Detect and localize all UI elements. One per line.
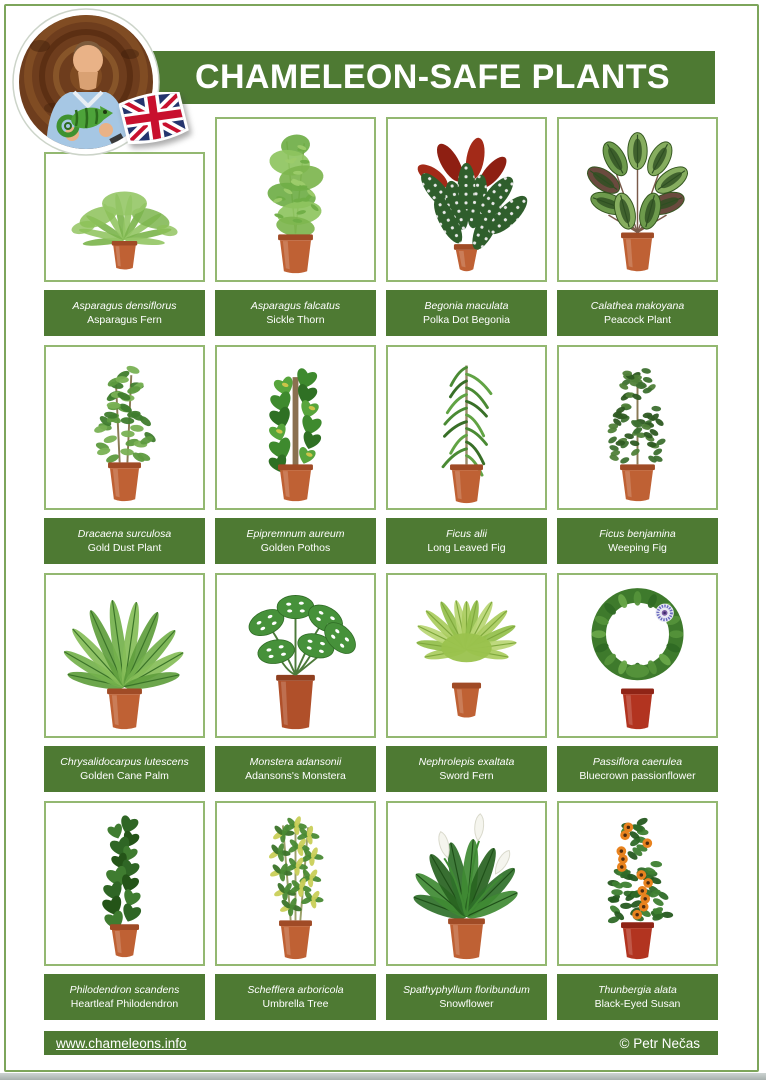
plant-photo-frame (557, 801, 718, 966)
plant-common-name: Peacock Plant (603, 313, 672, 326)
plant-image-areca-palm (49, 578, 200, 733)
plant-label (386, 518, 547, 564)
plant-card-sword-fern (386, 573, 547, 792)
plant-photo-frame (557, 117, 718, 282)
plant-latin-name: Begonia maculata (424, 299, 509, 312)
plant-latin-name: Dracaena surculosa (77, 527, 172, 540)
plant-card-ficus-alii (386, 345, 547, 564)
plant-latin-name: Philodendron scandens (69, 983, 180, 996)
plant-common-name: Sword Fern (439, 769, 494, 782)
plant-latin-name: Ficus alii (446, 527, 487, 540)
plant-card-begonia (386, 117, 547, 336)
plant-common-name: Black-Eyed Susan (594, 997, 681, 1010)
plant-latin-name: Epipremnum aureum (246, 527, 345, 540)
plant-card-thunbergia (557, 801, 718, 1020)
plant-common-name: Umbrella Tree (262, 997, 329, 1010)
plant-common-name: Sickle Thorn (266, 313, 325, 326)
page-bottom-edge (0, 1073, 766, 1080)
website-link[interactable]: www.chameleons.info (56, 1035, 187, 1051)
plant-common-name: Heartleaf Philodendron (70, 997, 179, 1010)
plant-photo-frame (386, 573, 547, 738)
plant-photo-frame (215, 801, 376, 966)
plant-latin-name: Schefflera arboricola (247, 983, 344, 996)
plant-latin-name: Passiflora caerulea (592, 755, 683, 768)
plant-photo-frame (44, 573, 205, 738)
plant-label (386, 290, 547, 336)
plant-card-passiflora (557, 573, 718, 792)
plant-latin-name: Asparagus densiflorus (72, 299, 177, 312)
plant-label (557, 974, 718, 1020)
plant-grid (44, 117, 718, 1020)
plant-image-passiflora (562, 578, 713, 733)
plant-card-dracaena (44, 345, 205, 564)
plant-label (215, 518, 376, 564)
plant-photo-frame (215, 345, 376, 510)
plant-image-calathea (562, 122, 713, 277)
plant-photo-frame (557, 345, 718, 510)
plant-card-schefflera (215, 801, 376, 1020)
plant-card-asparagus-falcatus (215, 117, 376, 336)
plant-card-ficus-benjamina (557, 345, 718, 564)
plant-label (44, 746, 205, 792)
plant-image-pothos (220, 350, 371, 505)
plant-latin-name: Spathyphyllum floribundum (403, 983, 530, 996)
plant-image-dracaena (49, 350, 200, 505)
page-title: CHAMELEON-SAFE PLANTS (195, 58, 670, 96)
plant-label (557, 290, 718, 336)
plant-image-asparagus-densiflorus (49, 157, 200, 277)
plant-photo-frame (386, 117, 547, 282)
plant-common-name: Gold Dust Plant (87, 541, 162, 554)
plant-image-schefflera (220, 806, 371, 961)
plant-common-name: Weeping Fig (608, 541, 667, 554)
plant-photo-frame (215, 117, 376, 282)
plant-card-spathiphyllum (386, 801, 547, 1020)
plant-label (215, 974, 376, 1020)
uk-flag-icon (119, 92, 189, 154)
plant-latin-name: Calathea makoyana (590, 299, 685, 312)
plant-card-philodendron (44, 801, 205, 1020)
plant-latin-name: Ficus benjamina (599, 527, 676, 540)
plant-image-spathiphyllum (391, 806, 542, 961)
plant-image-philodendron (49, 806, 200, 961)
plant-latin-name: Thunbergia alata (598, 983, 677, 996)
plant-image-asparagus-falcatus (220, 122, 371, 277)
plant-photo-frame (386, 345, 547, 510)
plant-image-ficus-alii (391, 350, 542, 505)
plant-common-name: Snowflower (439, 997, 494, 1010)
plant-image-sword-fern (391, 578, 542, 733)
plant-image-begonia (391, 122, 542, 277)
plant-latin-name: Nephrolepis exaltata (418, 755, 515, 768)
plant-label (215, 746, 376, 792)
plant-label (386, 974, 547, 1020)
plant-image-ficus-benjamina (562, 350, 713, 505)
plant-label (386, 746, 547, 792)
plant-image-monstera (220, 578, 371, 733)
plant-label (44, 974, 205, 1020)
plant-common-name: Adansons's Monstera (245, 769, 346, 782)
plant-image-thunbergia (562, 806, 713, 961)
plant-photo-frame (215, 573, 376, 738)
plant-label (557, 746, 718, 792)
plant-latin-name: Monstera adansonii (249, 755, 342, 768)
plant-photo-frame (44, 345, 205, 510)
plant-common-name: Asparagus Fern (87, 313, 162, 326)
plant-card-areca-palm (44, 573, 205, 792)
plant-common-name: Long Leaved Fig (427, 541, 506, 554)
plant-label (44, 290, 205, 336)
plant-photo-frame (386, 801, 547, 966)
plant-photo-frame (44, 152, 205, 282)
plant-card-pothos (215, 345, 376, 564)
plant-photo-frame (44, 801, 205, 966)
plant-common-name: Golden Cane Palm (80, 769, 169, 782)
footer-bar (44, 1031, 718, 1055)
plant-label (557, 518, 718, 564)
plant-label (215, 290, 376, 336)
plant-card-monstera (215, 573, 376, 792)
plant-photo-frame (557, 573, 718, 738)
plant-latin-name: Asparagus falcatus (250, 299, 341, 312)
title-banner (150, 51, 715, 104)
plant-common-name: Golden Pothos (260, 541, 331, 554)
plant-common-name: Bluecrown passionflower (579, 769, 696, 782)
plant-label (44, 518, 205, 564)
plant-common-name: Polka Dot Begonia (423, 313, 510, 326)
plant-latin-name: Chrysalidocarpus lutescens (60, 755, 189, 768)
copyright-text: © Petr Nečas (619, 1035, 700, 1051)
plant-card-calathea (557, 117, 718, 336)
